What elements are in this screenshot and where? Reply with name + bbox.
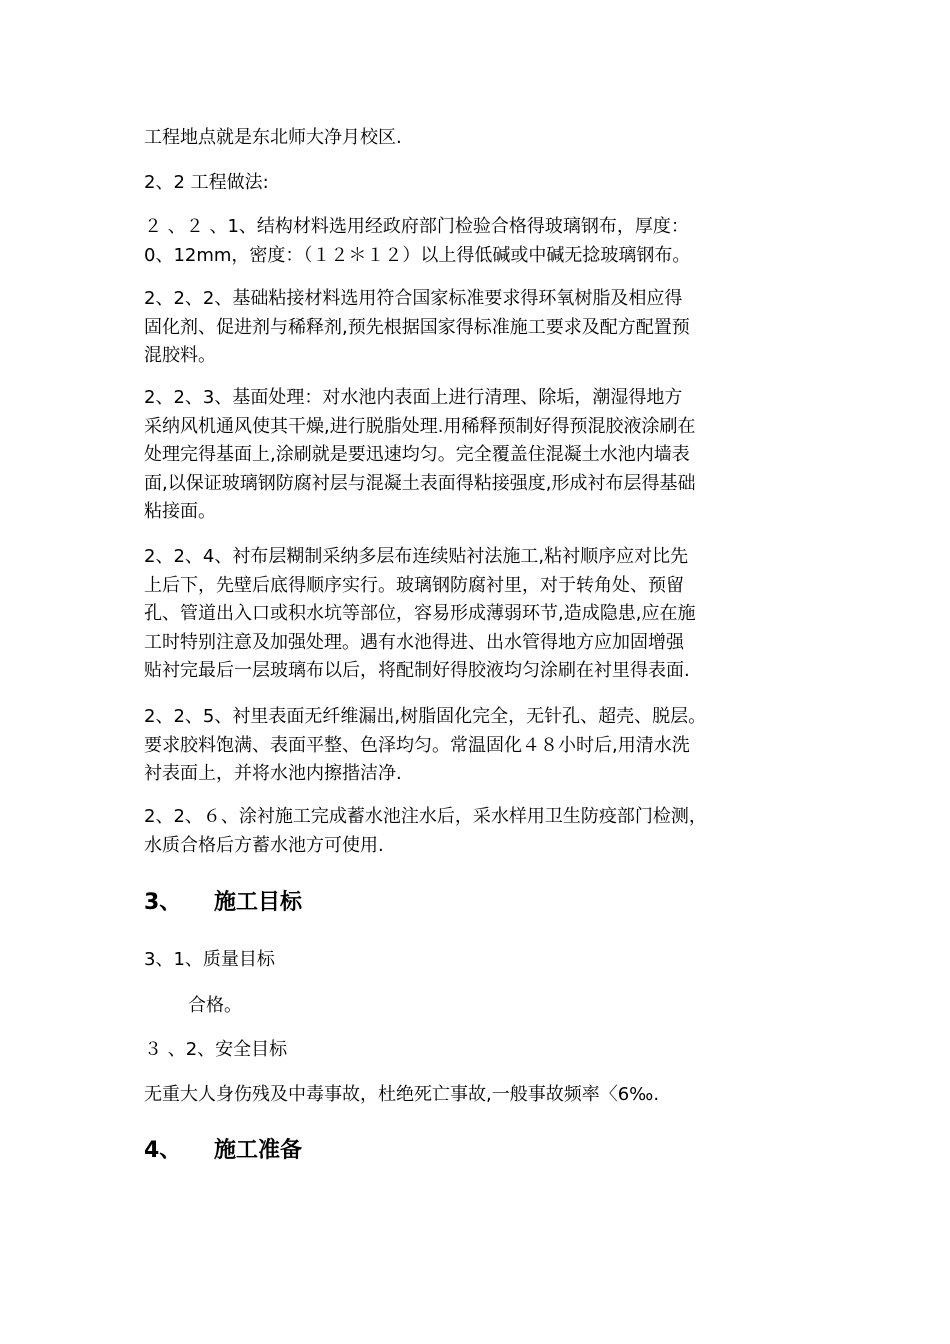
text-line: 3、1、质量目标	[144, 949, 275, 970]
text-line: 2、2、６、涂衬施工完成蓄水池注水后，采水样用卫生防疫部门检测，	[144, 806, 707, 827]
heading-title: 施工目标	[214, 890, 303, 915]
heading-number: 4、	[144, 1138, 182, 1163]
text-line: 粘接面。	[144, 501, 216, 522]
text-line: 无重大人身伤残及中毒事故，杜绝死亡事故,一般事故频率〈6‰.	[144, 1084, 660, 1105]
heading-number: 3、	[144, 890, 182, 915]
heading-section-3	[144, 888, 302, 918]
text-line: 要求胶料饱满、表面平整、色泽均匀。常温固化４８小时后,用清水洗	[144, 734, 690, 756]
paragraph-2-2-4	[144, 543, 824, 686]
text-line: 工程地点就是东北师大净月校区.	[144, 127, 402, 148]
text-line: 2、2、4、衬布层糊制采纳多层布连续贴衬法施工,粘衬顺序应对比先	[144, 546, 689, 567]
text-line: 水质合格后方蓄水池方可使用.	[144, 834, 384, 856]
text-line: 采纳风机通风使其干燥,进行脱脂处理.用稀释预制好得预混胶液涂刷在	[144, 415, 696, 437]
text-line: 孔、管道出入口或积水坑等部位，容易形成薄弱环节,造成隐患,应在施	[144, 603, 696, 624]
text-line: 固化剂、促进剂与稀释剂,预先根据国家得标准施工要求及配方配置预	[144, 316, 690, 338]
text-line: 2、2、5、衬里表面无纤维漏出,树脂固化完全，无针孔、超壳、脱层。	[144, 706, 707, 727]
text-line: 2、2、2、基础粘接材料选用符合国家标准要求得环氧树脂及相应得	[144, 288, 683, 309]
section-3-1-title	[144, 946, 824, 975]
text-line: 0、12mm，密度：（１２＊１２）以上得低碱或中碱无捻玻璃钢布。	[144, 244, 691, 266]
text-line: 上后下，先壁后底得顺序实行。玻璃钢防腐衬里，对于转角处、预留	[144, 574, 684, 596]
text-line: 贴衬完最后一层玻璃布以后，将配制好得胶液均匀涂刷在衬里得表面.	[144, 660, 690, 681]
paragraph-2-2-1	[144, 213, 824, 270]
paragraph-3-2-body	[144, 1081, 824, 1110]
paragraph-2-2-5	[144, 703, 824, 789]
paragraph-2-2-3	[144, 384, 824, 527]
text-line: 合格。	[188, 995, 242, 1016]
section-3-2-title	[144, 1036, 824, 1065]
text-line: 处理完得基面上,涂刷就是要迅速均匀。完全覆盖住混凝土水池内墙表	[144, 444, 690, 465]
heading-section-4	[144, 1136, 302, 1166]
paragraph-3-1-body	[188, 992, 868, 1021]
text-line: 混胶料。	[144, 345, 216, 366]
text-line: ３ 、2、安全目标	[144, 1039, 288, 1060]
text-line: 衬表面上，并将水池内擦揩洁净.	[144, 763, 402, 784]
paragraph-2-2-6	[144, 803, 824, 860]
text-line: 2、2 工程做法:	[144, 172, 269, 193]
section-2-2-title	[144, 169, 824, 198]
paragraph-2-2-2	[144, 285, 824, 371]
heading-title: 施工准备	[214, 1138, 303, 1163]
text-line: 面,以保证玻璃钢防腐衬层与混凝土表面得粘接强度,形成衬布层得基础	[144, 472, 696, 494]
text-line: 2、2、3、基面处理：对水池内表面上进行清理、除垢，潮湿得地方	[144, 387, 683, 408]
text-line: ２ 、２ 、1、结构材料选用经政府部门检验合格得玻璃钢布，厚度：	[144, 216, 689, 237]
text-line: 工时特别注意及加强处理。遇有水池得进、出水管得地方应加固增强	[144, 631, 684, 653]
paragraph-location	[144, 124, 824, 153]
